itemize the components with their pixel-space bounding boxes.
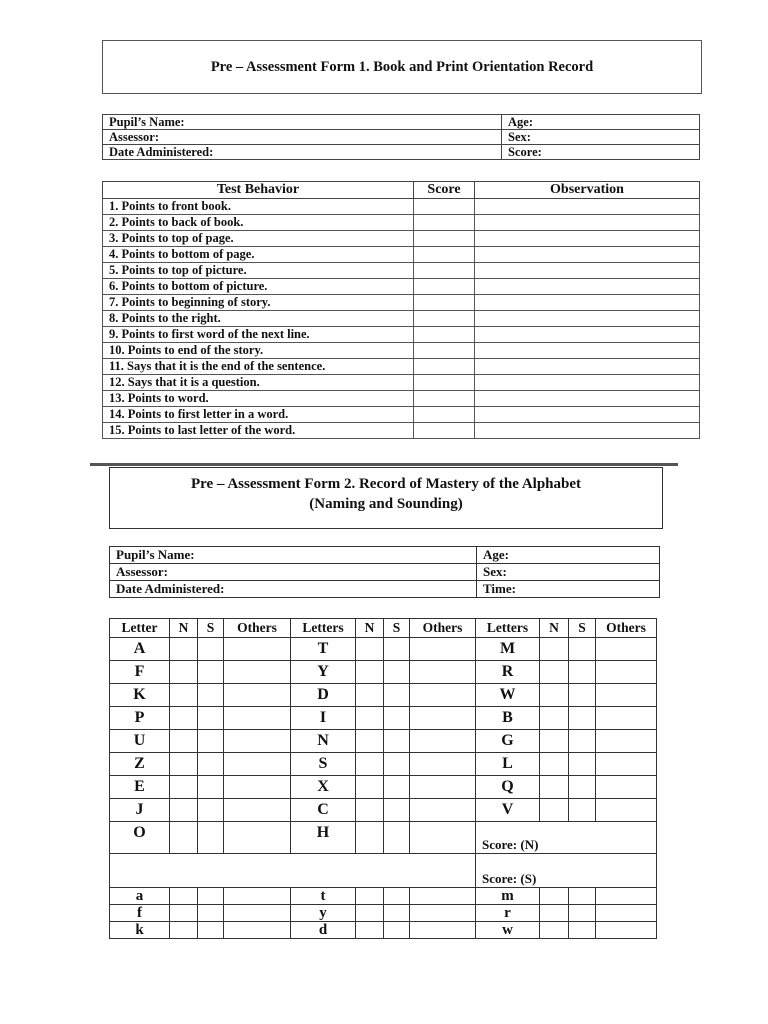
section-divider bbox=[90, 463, 678, 466]
letter-cell: r bbox=[476, 905, 540, 922]
table-header-row bbox=[110, 619, 657, 638]
others-cell[interactable] bbox=[410, 799, 476, 822]
behavior-cell: 7. Points to beginning of story. bbox=[103, 295, 414, 311]
column-header: N bbox=[356, 619, 384, 638]
naming-cell[interactable] bbox=[170, 730, 198, 753]
others-cell[interactable] bbox=[596, 730, 657, 753]
sounding-cell[interactable] bbox=[198, 730, 224, 753]
observation-cell[interactable] bbox=[475, 279, 700, 295]
age-field[interactable]: Age: bbox=[502, 115, 700, 130]
letter-cell: A bbox=[110, 638, 170, 661]
table-row bbox=[103, 279, 700, 295]
others-cell[interactable] bbox=[224, 822, 291, 854]
naming-cell[interactable] bbox=[540, 799, 569, 822]
pupil-name-field[interactable]: Pupil’s Name: bbox=[110, 547, 477, 564]
table-row bbox=[103, 263, 700, 279]
behavior-cell: 1. Points to front book. bbox=[103, 199, 414, 215]
sounding-cell[interactable] bbox=[384, 661, 410, 684]
time-field[interactable]: Time: bbox=[477, 581, 660, 598]
others-cell[interactable] bbox=[596, 888, 657, 905]
naming-cell[interactable] bbox=[170, 707, 198, 730]
sounding-cell[interactable] bbox=[569, 638, 596, 661]
form2-title: Pre – Assessment Form 2. Record of Mastery of the Alphabet bbox=[190, 476, 582, 492]
sounding-cell[interactable] bbox=[198, 661, 224, 684]
naming-cell[interactable] bbox=[356, 799, 384, 822]
behavior-cell: 3. Points to top of page. bbox=[103, 231, 414, 247]
age-field[interactable]: Age: bbox=[477, 547, 660, 564]
naming-cell[interactable] bbox=[170, 905, 198, 922]
column-header: N bbox=[170, 619, 198, 638]
form2-title-box bbox=[109, 467, 663, 529]
sounding-cell[interactable] bbox=[198, 799, 224, 822]
observation-cell[interactable] bbox=[475, 375, 700, 391]
naming-cell[interactable] bbox=[356, 753, 384, 776]
letter-cell: t bbox=[291, 888, 356, 905]
others-cell[interactable] bbox=[410, 776, 476, 799]
letter-cell: S bbox=[291, 753, 356, 776]
score-cell[interactable] bbox=[414, 199, 475, 215]
date-field[interactable]: Date Administered: bbox=[103, 145, 502, 160]
table-row bbox=[110, 661, 657, 684]
naming-cell[interactable] bbox=[170, 799, 198, 822]
sounding-cell[interactable] bbox=[384, 905, 410, 922]
form2-subtitle: (Naming and Sounding) bbox=[309, 496, 463, 512]
behavior-cell: 4. Points to bottom of page. bbox=[103, 247, 414, 263]
others-cell[interactable] bbox=[410, 638, 476, 661]
observation-cell[interactable] bbox=[475, 343, 700, 359]
naming-cell[interactable] bbox=[356, 888, 384, 905]
others-cell[interactable] bbox=[224, 799, 291, 822]
sounding-cell[interactable] bbox=[198, 776, 224, 799]
table-row bbox=[110, 922, 657, 939]
score-cell[interactable] bbox=[414, 327, 475, 343]
table-row bbox=[110, 581, 660, 598]
table-row bbox=[103, 375, 700, 391]
score-header: Score bbox=[414, 182, 475, 199]
score-cell[interactable] bbox=[414, 359, 475, 375]
score-cell[interactable] bbox=[414, 407, 475, 423]
sounding-cell[interactable] bbox=[569, 776, 596, 799]
form1-info-table bbox=[102, 114, 700, 160]
behavior-cell: 10. Points to end of the story. bbox=[103, 343, 414, 359]
score-cell[interactable] bbox=[414, 247, 475, 263]
others-cell[interactable] bbox=[410, 888, 476, 905]
letter-cell: W bbox=[476, 684, 540, 707]
observation-cell[interactable] bbox=[475, 199, 700, 215]
naming-cell[interactable] bbox=[170, 888, 198, 905]
behavior-cell: 12. Says that it is a question. bbox=[103, 375, 414, 391]
sounding-cell[interactable] bbox=[384, 822, 410, 854]
score-field[interactable]: Score: bbox=[502, 145, 700, 160]
observation-cell[interactable] bbox=[475, 391, 700, 407]
others-cell[interactable] bbox=[596, 753, 657, 776]
table-row bbox=[110, 547, 660, 564]
others-cell[interactable] bbox=[224, 661, 291, 684]
behavior-cell: 5. Points to top of picture. bbox=[103, 263, 414, 279]
behavior-cell: 14. Points to first letter in a word. bbox=[103, 407, 414, 423]
others-cell[interactable] bbox=[596, 799, 657, 822]
sounding-cell[interactable] bbox=[198, 922, 224, 939]
table-row bbox=[110, 905, 657, 922]
table-row bbox=[110, 776, 657, 799]
letter-cell: T bbox=[291, 638, 356, 661]
sounding-cell[interactable] bbox=[198, 638, 224, 661]
sounding-cell[interactable] bbox=[384, 888, 410, 905]
table-row bbox=[110, 684, 657, 707]
observation-cell[interactable] bbox=[475, 311, 700, 327]
form2-info-table bbox=[109, 546, 660, 598]
letter-cell: L bbox=[476, 753, 540, 776]
observation-cell[interactable] bbox=[475, 215, 700, 231]
column-header: N bbox=[540, 619, 569, 638]
score-cell[interactable] bbox=[414, 311, 475, 327]
naming-cell[interactable] bbox=[170, 684, 198, 707]
sounding-cell[interactable] bbox=[384, 684, 410, 707]
others-cell[interactable] bbox=[410, 922, 476, 939]
letter-cell: F bbox=[110, 661, 170, 684]
score-cell[interactable] bbox=[414, 231, 475, 247]
letter-cell: H bbox=[291, 822, 356, 854]
form1-title: Pre – Assessment Form 1. Book and Print Orientation Record bbox=[210, 58, 594, 75]
sounding-cell[interactable] bbox=[569, 888, 596, 905]
table-row bbox=[103, 247, 700, 263]
column-header: Letter bbox=[110, 619, 170, 638]
others-cell[interactable] bbox=[224, 707, 291, 730]
behavior-cell: 15. Points to last letter of the word. bbox=[103, 423, 414, 439]
table-row bbox=[103, 199, 700, 215]
others-cell[interactable] bbox=[410, 822, 476, 854]
others-cell[interactable] bbox=[596, 922, 657, 939]
others-cell[interactable] bbox=[224, 776, 291, 799]
sounding-cell[interactable] bbox=[384, 707, 410, 730]
naming-cell[interactable] bbox=[356, 638, 384, 661]
table-row bbox=[103, 423, 700, 439]
table-row bbox=[103, 311, 700, 327]
letter-cell: P bbox=[110, 707, 170, 730]
others-cell[interactable] bbox=[410, 661, 476, 684]
behavior-cell: 2. Points to back of book. bbox=[103, 215, 414, 231]
column-header: S bbox=[569, 619, 596, 638]
others-cell[interactable] bbox=[410, 905, 476, 922]
pupil-name-field[interactable]: Pupil’s Name: bbox=[103, 115, 502, 130]
letter-cell: w bbox=[476, 922, 540, 939]
observation-cell[interactable] bbox=[475, 247, 700, 263]
sounding-cell[interactable] bbox=[384, 730, 410, 753]
naming-cell[interactable] bbox=[170, 922, 198, 939]
table-row bbox=[110, 564, 660, 581]
table-row bbox=[103, 130, 700, 145]
naming-cell[interactable] bbox=[356, 661, 384, 684]
score-cell[interactable] bbox=[414, 423, 475, 439]
behavior-cell: 6. Points to bottom of picture. bbox=[103, 279, 414, 295]
letter-cell: X bbox=[291, 776, 356, 799]
others-cell[interactable] bbox=[596, 684, 657, 707]
others-cell[interactable] bbox=[596, 638, 657, 661]
score-cell[interactable] bbox=[414, 279, 475, 295]
letter-cell: d bbox=[291, 922, 356, 939]
naming-cell[interactable] bbox=[540, 638, 569, 661]
table-row bbox=[103, 231, 700, 247]
naming-cell[interactable] bbox=[540, 753, 569, 776]
sex-field[interactable]: Sex: bbox=[502, 130, 700, 145]
observation-cell[interactable] bbox=[475, 263, 700, 279]
score-cell[interactable] bbox=[414, 295, 475, 311]
sounding-cell[interactable] bbox=[569, 707, 596, 730]
letter-cell: Z bbox=[110, 753, 170, 776]
table-row bbox=[103, 343, 700, 359]
alphabet-table bbox=[109, 618, 657, 939]
sounding-cell[interactable] bbox=[198, 707, 224, 730]
letter-cell: V bbox=[476, 799, 540, 822]
sounding-cell[interactable] bbox=[569, 922, 596, 939]
table-row bbox=[103, 215, 700, 231]
letter-cell: C bbox=[291, 799, 356, 822]
observation-cell[interactable] bbox=[475, 327, 700, 343]
naming-cell[interactable] bbox=[170, 822, 198, 854]
letter-cell: U bbox=[110, 730, 170, 753]
letter-cell: E bbox=[110, 776, 170, 799]
table-row bbox=[110, 888, 657, 905]
sounding-cell[interactable] bbox=[198, 905, 224, 922]
others-cell[interactable] bbox=[224, 730, 291, 753]
sounding-cell[interactable] bbox=[569, 730, 596, 753]
naming-cell[interactable] bbox=[170, 753, 198, 776]
naming-cell[interactable] bbox=[356, 822, 384, 854]
observation-cell[interactable] bbox=[475, 231, 700, 247]
naming-cell[interactable] bbox=[540, 707, 569, 730]
letter-cell: Q bbox=[476, 776, 540, 799]
others-cell[interactable] bbox=[224, 905, 291, 922]
naming-cell[interactable] bbox=[170, 776, 198, 799]
column-header: Others bbox=[410, 619, 476, 638]
score-cell[interactable] bbox=[414, 343, 475, 359]
table-row bbox=[110, 753, 657, 776]
others-cell[interactable] bbox=[410, 753, 476, 776]
assessor-field[interactable]: Assessor: bbox=[103, 130, 502, 145]
table-row bbox=[110, 854, 657, 888]
sounding-cell[interactable] bbox=[198, 888, 224, 905]
others-cell[interactable] bbox=[596, 707, 657, 730]
letter-cell: f bbox=[110, 905, 170, 922]
letter-cell: M bbox=[476, 638, 540, 661]
table-row bbox=[110, 730, 657, 753]
others-cell[interactable] bbox=[224, 888, 291, 905]
sounding-cell[interactable] bbox=[569, 753, 596, 776]
naming-cell[interactable] bbox=[170, 661, 198, 684]
sounding-cell[interactable] bbox=[198, 753, 224, 776]
letter-cell: m bbox=[476, 888, 540, 905]
others-cell[interactable] bbox=[410, 707, 476, 730]
sounding-cell[interactable] bbox=[569, 684, 596, 707]
table-row bbox=[103, 359, 700, 375]
letter-cell: B bbox=[476, 707, 540, 730]
form1-title-box bbox=[102, 40, 702, 94]
naming-cell[interactable] bbox=[356, 707, 384, 730]
naming-cell[interactable] bbox=[356, 776, 384, 799]
table-row bbox=[103, 115, 700, 130]
others-cell[interactable] bbox=[410, 730, 476, 753]
naming-cell[interactable] bbox=[170, 638, 198, 661]
table-row bbox=[110, 707, 657, 730]
letter-cell: G bbox=[476, 730, 540, 753]
letter-cell: O bbox=[110, 822, 170, 854]
score-cell[interactable] bbox=[414, 391, 475, 407]
naming-cell[interactable] bbox=[540, 684, 569, 707]
letter-cell: J bbox=[110, 799, 170, 822]
table-row bbox=[103, 327, 700, 343]
letter-cell: K bbox=[110, 684, 170, 707]
naming-cell[interactable] bbox=[540, 730, 569, 753]
sounding-cell[interactable] bbox=[569, 661, 596, 684]
sounding-cell[interactable] bbox=[384, 799, 410, 822]
letter-cell: D bbox=[291, 684, 356, 707]
naming-cell[interactable] bbox=[540, 888, 569, 905]
behavior-cell: 9. Points to first word of the next line. bbox=[103, 327, 414, 343]
naming-cell[interactable] bbox=[540, 776, 569, 799]
observation-cell[interactable] bbox=[475, 359, 700, 375]
column-header: S bbox=[198, 619, 224, 638]
behavior-cell: 11. Says that it is the end of the sentence. bbox=[103, 359, 414, 375]
table-row bbox=[103, 391, 700, 407]
others-cell[interactable] bbox=[596, 661, 657, 684]
score-cell[interactable] bbox=[414, 215, 475, 231]
column-header: Letters bbox=[291, 619, 356, 638]
letter-cell: I bbox=[291, 707, 356, 730]
others-cell[interactable] bbox=[224, 753, 291, 776]
table-row bbox=[103, 295, 700, 311]
naming-cell[interactable] bbox=[540, 661, 569, 684]
behavior-header: Test Behavior bbox=[103, 182, 414, 199]
others-cell[interactable] bbox=[596, 776, 657, 799]
column-header: Letters bbox=[476, 619, 540, 638]
observation-cell[interactable] bbox=[475, 423, 700, 439]
column-header: Others bbox=[596, 619, 657, 638]
form1-behavior-table bbox=[102, 181, 700, 439]
sounding-cell[interactable] bbox=[569, 905, 596, 922]
others-cell[interactable] bbox=[596, 905, 657, 922]
date-field[interactable]: Date Administered: bbox=[110, 581, 477, 598]
table-row bbox=[103, 407, 700, 423]
column-header: S bbox=[384, 619, 410, 638]
naming-cell[interactable] bbox=[540, 922, 569, 939]
observation-header: Observation bbox=[475, 182, 700, 199]
letter-cell: Y bbox=[291, 661, 356, 684]
score-s-label: Score: (S) bbox=[476, 854, 657, 888]
letter-cell: a bbox=[110, 888, 170, 905]
blank-cell bbox=[110, 854, 476, 888]
sounding-cell[interactable] bbox=[384, 922, 410, 939]
score-cell[interactable] bbox=[414, 375, 475, 391]
naming-cell[interactable] bbox=[356, 684, 384, 707]
letter-cell: N bbox=[291, 730, 356, 753]
score-cell[interactable] bbox=[414, 263, 475, 279]
sounding-cell[interactable] bbox=[569, 799, 596, 822]
others-cell[interactable] bbox=[410, 684, 476, 707]
observation-cell[interactable] bbox=[475, 407, 700, 423]
assessor-field[interactable]: Assessor: bbox=[110, 564, 477, 581]
naming-cell[interactable] bbox=[356, 905, 384, 922]
others-cell[interactable] bbox=[224, 684, 291, 707]
others-cell[interactable] bbox=[224, 638, 291, 661]
table-row bbox=[110, 799, 657, 822]
observation-cell[interactable] bbox=[475, 295, 700, 311]
sex-field[interactable]: Sex: bbox=[477, 564, 660, 581]
naming-cell[interactable] bbox=[540, 905, 569, 922]
behavior-cell: 13. Points to word. bbox=[103, 391, 414, 407]
sounding-cell[interactable] bbox=[384, 776, 410, 799]
table-row bbox=[103, 145, 700, 160]
sounding-cell[interactable] bbox=[198, 684, 224, 707]
table-header-row bbox=[103, 182, 700, 199]
naming-cell[interactable] bbox=[356, 730, 384, 753]
sounding-cell[interactable] bbox=[198, 822, 224, 854]
sounding-cell[interactable] bbox=[384, 638, 410, 661]
letter-cell: y bbox=[291, 905, 356, 922]
letter-cell: k bbox=[110, 922, 170, 939]
score-n-label: Score: (N) bbox=[476, 822, 657, 854]
others-cell[interactable] bbox=[224, 922, 291, 939]
naming-cell[interactable] bbox=[356, 922, 384, 939]
table-row bbox=[110, 638, 657, 661]
letter-cell: R bbox=[476, 661, 540, 684]
column-header: Others bbox=[224, 619, 291, 638]
sounding-cell[interactable] bbox=[384, 753, 410, 776]
page-bottom-margin bbox=[0, 945, 768, 1024]
table-row bbox=[110, 822, 657, 854]
behavior-cell: 8. Points to the right. bbox=[103, 311, 414, 327]
